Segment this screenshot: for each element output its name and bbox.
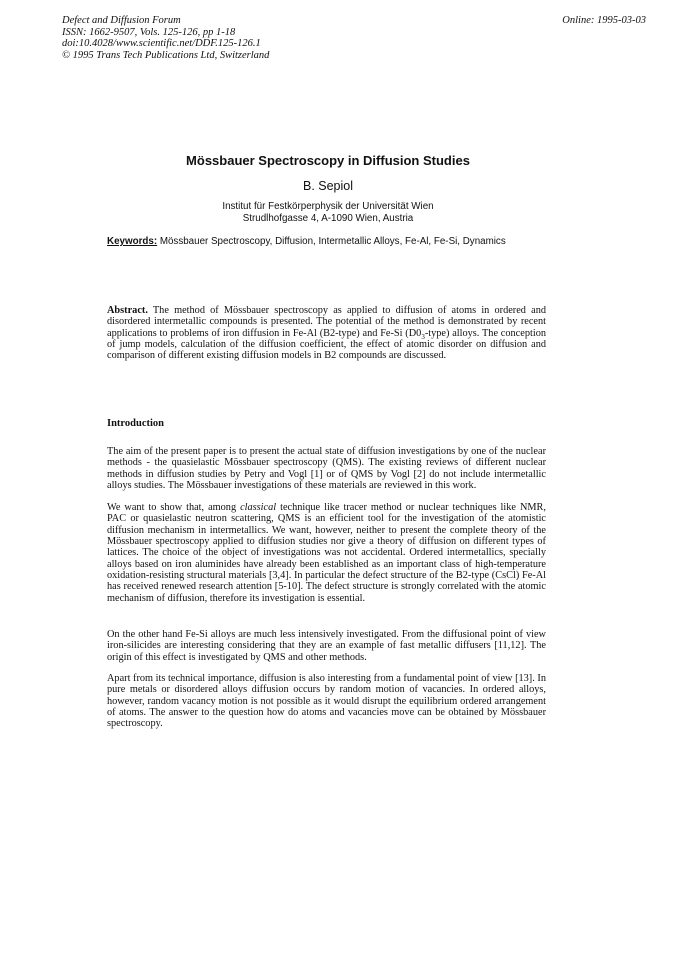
section-heading-introduction: Introduction (107, 418, 164, 429)
introduction-paragraph-4-text: Apart from its technical importance, diffusion is also interesting from a fundamental point of view [13]. In pure metals or disordered alloys diffusion occurs by random motion of vacancies. In ordered alloys, however, random vacancy motion is not possible as it would disrupt the equilibrium ordered arrangement of atoms. The answer to the question how do atoms and vacancies move can be obtained by Mössbauer spectroscopy. (107, 673, 546, 730)
journal-header (62, 15, 269, 61)
affiliation-line-2: Strudlhofgasse 4, A-1090 Wien, Austria (242, 213, 414, 224)
abstract-label: Abstract. (107, 305, 148, 316)
introduction-paragraph-3-text: On the other hand Fe-Si alloys are much less intensively investigated. From the diffusional point of view iron-silicides are interesting considering that they are an example of fast metallic diffusers [11,12]. The origin of this effect is investigated by QMS and other methods. (107, 629, 546, 663)
abstract-paragraph (107, 305, 546, 362)
paper-author: B. Sepiol (302, 179, 354, 193)
introduction-paragraph-2-lead: We want to show that, among (107, 502, 241, 513)
keywords-line (107, 236, 506, 247)
emphasis-classical: classical (240, 502, 277, 513)
online-date: Online: 1995-03-03 (562, 15, 646, 26)
introduction-paragraph-1-text: The aim of the present paper is to present the actual state of diffusion investigations by one of the nuclear methods - the quasielastic Mössbauer spectroscopy (QMS). The existing reviews of different nuclear methods in diffusion studies by Petry and Vogl [1] or of QMS by Vogl [2] do not include intermetallic alloys studies. The Mössbauer investigations of these materials are reviewed in this work. (107, 446, 546, 492)
journal-name: Defect and Diffusion Forum (62, 15, 181, 26)
issn-line: ISSN: 1662-9507, Vols. 125-126, pp 1-18 (62, 26, 236, 38)
keywords-label: Keywords: (107, 236, 158, 247)
introduction-paragraph-2 (107, 502, 546, 604)
introduction-paragraph-4 (107, 673, 546, 730)
introduction-paragraph-2-text: technique like tracer method or nuclear techniques like NMR, PAC or quasielastic neutron scattering, QMS is an efficient tool for the investigation of the atomistic diffusion mechanism in intermetallics. We want, however, neither to present the complete theory of the Mössbauer spectroscopy applied to diffusion studies nor give a theory of diffusion on different types of lattices. The choice of the object of investigations was not accidental. Ordered intermetallics, specially alloys based on iron aluminides have already been established as an important class of high-temperature oxidation-resisting structural materials [3,4]. In particular the defect structure of the B2-type (CsCl) Fe-Al has received renewed research attention [5-10]. The defect structure is strongly correlated with the atomic mechanism of diffusion, therefore its investigation is essential. (107, 502, 546, 604)
keywords-text: Mössbauer Spectroscopy, Diffusion, Intermetallic Alloys, Fe-Al, Fe-Si, Dynamics (157, 236, 506, 247)
abstract-text: The method of Mössbauer spectroscopy as applied to diffusion of atoms in ordered and disordered intermetallic compounds is presented. The potential of the method is demonstrated by recent applications to problems of iron diffusion in Fe-Al (B2-type) and Fe-Si (D0 (107, 305, 546, 339)
doi-link[interactable]: doi:10.4028/www.scientific.net/DDF.125-126.1 (62, 38, 261, 49)
introduction-paragraph-3 (107, 629, 546, 663)
abstract-subscript: 3 (421, 332, 425, 341)
introduction-paragraph-1 (107, 446, 546, 491)
copyright-line: © 1995 Trans Tech Publications Ltd, Switzerland (62, 49, 270, 61)
affiliation-line-1: Institut für Festkörperphysik der Universität Wien (222, 201, 434, 212)
abstract-text-continued: -type) alloys. The conception of jump models, calculation of the diffusion coefficient, the effect of atomic disorder on diffusion and comparison of different existing diffusion models in B2 compounds are discussed. (107, 327, 546, 362)
paper-title: Mössbauer Spectroscopy in Diffusion Studies (186, 153, 470, 168)
